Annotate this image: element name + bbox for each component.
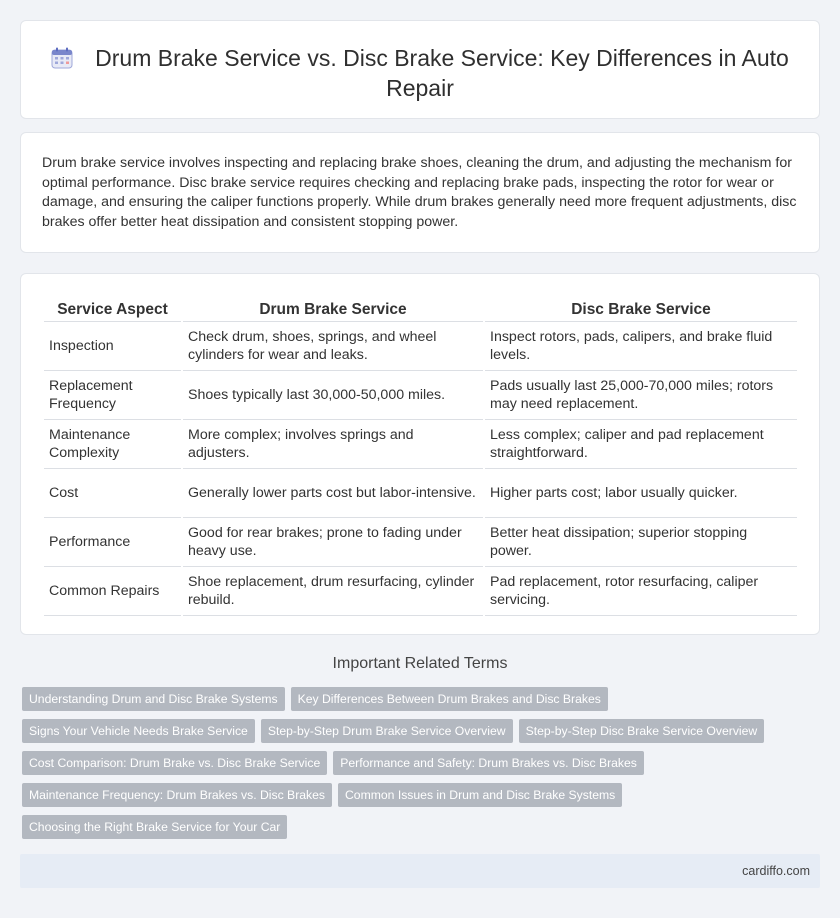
table-cell: Common Repairs [44, 567, 181, 616]
comparison-table-card [20, 273, 820, 635]
column-header: Service Aspect [44, 294, 181, 322]
table-header-row [44, 294, 797, 322]
table-cell: Pad replacement, rotor resurfacing, caliper servicing. [485, 567, 797, 616]
comparison-table [42, 294, 799, 616]
intro-paragraph: Drum brake service involves inspecting and replacing brake shoes, cleaning the drum, and adjusting the mechanism for optimal performance. Disc brake service requires checking and replacing brake pads, inspecting the rotor for wear or damage, and ensuring the caliper functions properly. While drum brakes generally need more frequent adjustments, disc brakes offer better heat dissipation and consistent stopping power. [42, 155, 797, 230]
table-row [44, 469, 797, 518]
table-row [44, 567, 797, 616]
table-cell: Shoes typically last 30,000-50,000 miles. [183, 371, 483, 420]
footer [20, 854, 820, 888]
related-term-tag[interactable]: Step-by-Step Disc Brake Service Overview [519, 719, 765, 743]
table-cell: More complex; involves springs and adjusters. [183, 420, 483, 469]
column-header: Disc Brake Service [485, 294, 797, 322]
related-term-tag[interactable]: Performance and Safety: Drum Brakes vs. Disc Brakes [333, 751, 644, 775]
tag-row [22, 687, 782, 719]
related-term-tag[interactable]: Step-by-Step Drum Brake Service Overview [261, 719, 513, 743]
table-cell: Shoe replacement, drum resurfacing, cylinder rebuild. [183, 567, 483, 616]
table-cell: Pads usually last 25,000-70,000 miles; rotors may need replacement. [485, 371, 797, 420]
table-row [44, 420, 797, 469]
tag-row [22, 719, 782, 751]
calendar-icon [51, 47, 73, 69]
table-row [44, 371, 797, 420]
table-cell: Replacement Frequency [44, 371, 181, 420]
intro-card [20, 132, 820, 253]
table-row [44, 518, 797, 567]
tag-row [22, 815, 782, 847]
header-card [20, 20, 820, 119]
tag-row [22, 751, 782, 783]
table-cell: Performance [44, 518, 181, 567]
table-cell: Better heat dissipation; superior stopping power. [485, 518, 797, 567]
table-cell: Cost [44, 469, 181, 518]
column-header: Drum Brake Service [183, 294, 483, 322]
tag-row [22, 783, 782, 815]
related-terms-list [22, 687, 782, 847]
table-cell: Maintenance Complexity [44, 420, 181, 469]
table-cell: Generally lower parts cost but labor-intensive. [183, 469, 483, 518]
related-term-tag[interactable]: Key Differences Between Drum Brakes and Disc Brakes [291, 687, 608, 711]
related-term-tag[interactable]: Common Issues in Drum and Disc Brake Systems [338, 783, 622, 807]
table-cell: Check drum, shoes, springs, and wheel cylinders for wear and leaks. [183, 322, 483, 371]
title-wrap [21, 43, 819, 103]
table-cell: Higher parts cost; labor usually quicker. [485, 469, 797, 518]
footer-site-name: cardiffo.com [742, 864, 810, 878]
related-term-tag[interactable]: Choosing the Right Brake Service for Your Car [22, 815, 287, 839]
related-term-tag[interactable]: Maintenance Frequency: Drum Brakes vs. Disc Brakes [22, 783, 332, 807]
table-cell: Inspection [44, 322, 181, 371]
table-cell: Inspect rotors, pads, calipers, and brake fluid levels. [485, 322, 797, 371]
table-row [44, 322, 797, 371]
table-cell: Less complex; caliper and pad replacement straightforward. [485, 420, 797, 469]
related-term-tag[interactable]: Signs Your Vehicle Needs Brake Service [22, 719, 255, 743]
page-title: Drum Brake Service vs. Disc Brake Service: Key Differences in Auto Repair [95, 45, 789, 101]
related-terms-heading: Important Related Terms [332, 655, 508, 672]
related-term-tag[interactable]: Understanding Drum and Disc Brake Systems [22, 687, 285, 711]
table-cell: Good for rear brakes; prone to fading under heavy use. [183, 518, 483, 567]
related-term-tag[interactable]: Cost Comparison: Drum Brake vs. Disc Brake Service [22, 751, 327, 775]
